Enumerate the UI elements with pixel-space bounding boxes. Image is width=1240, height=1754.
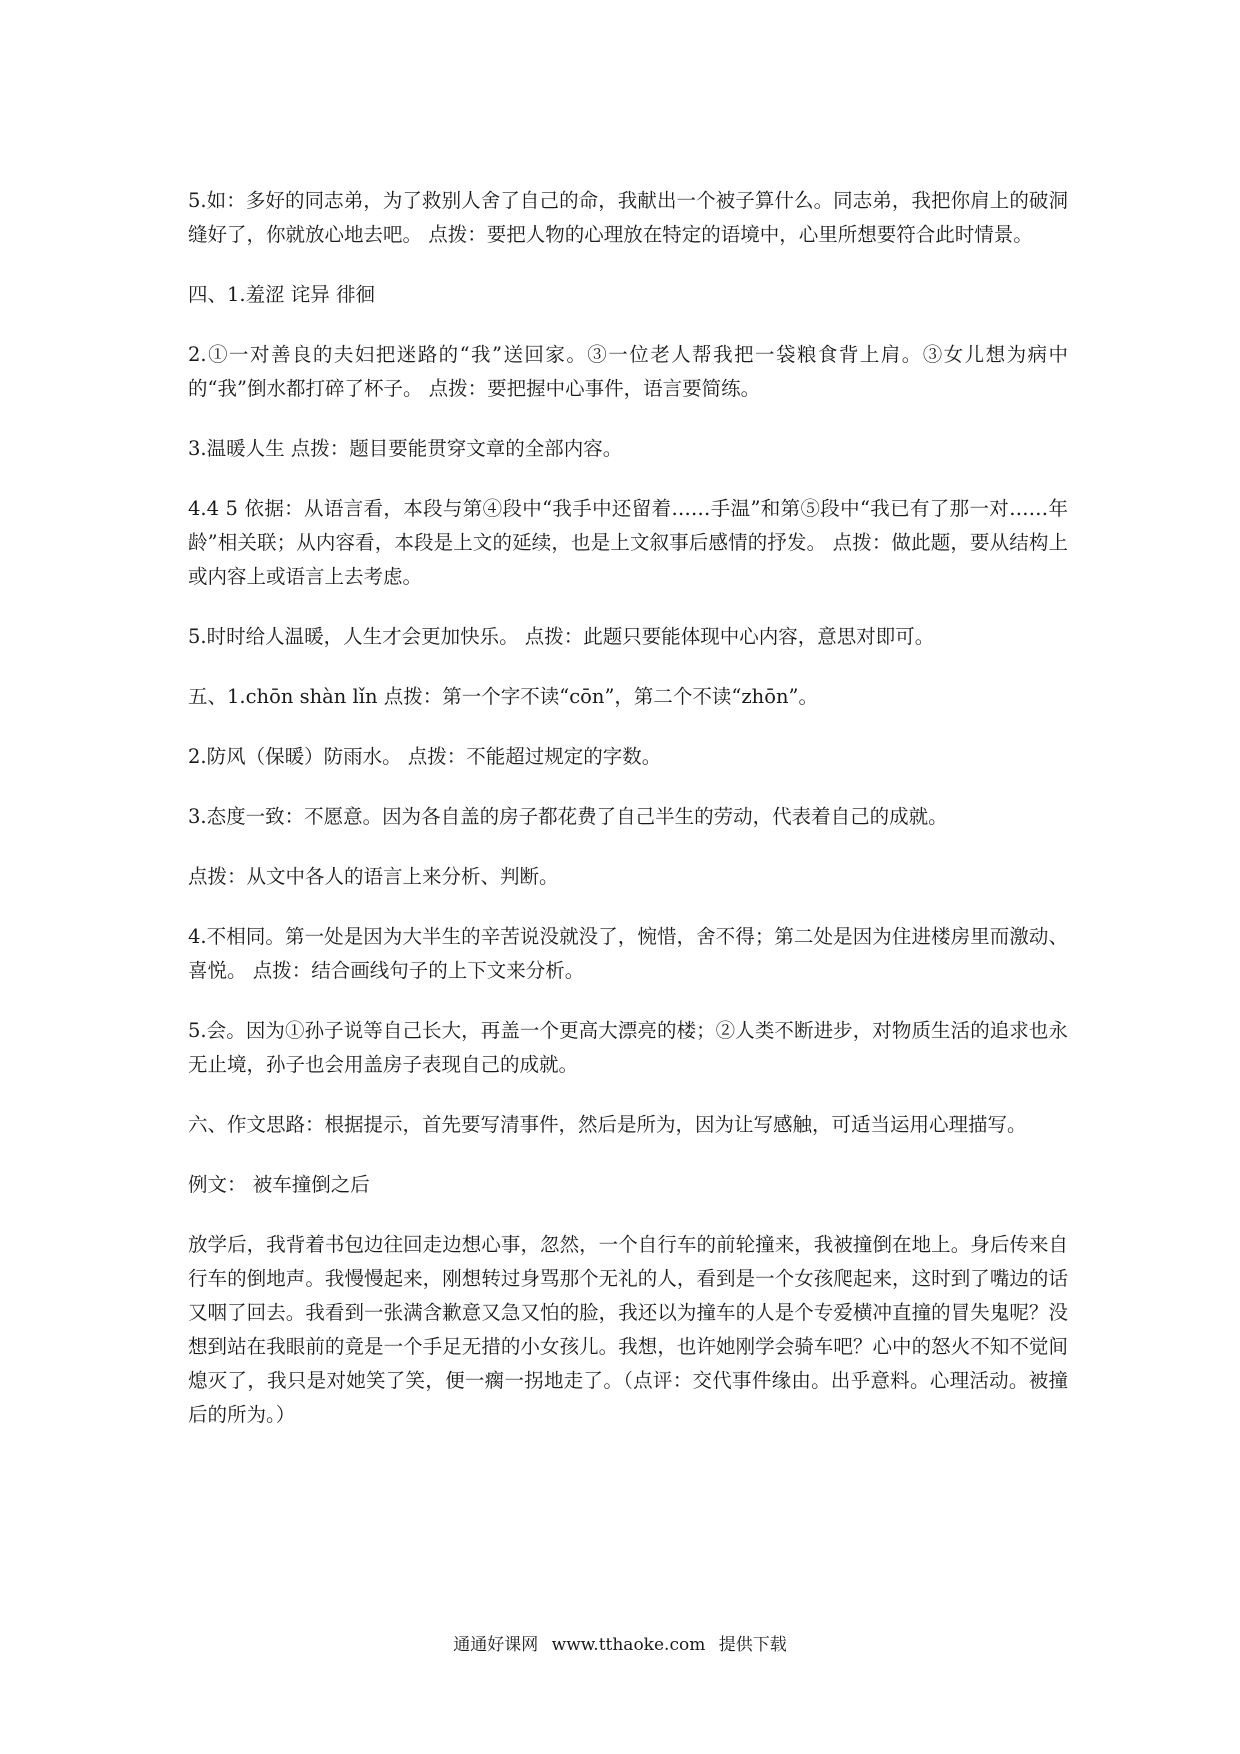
paragraph-4-1: 四、1.羞涩 诧异 徘徊 [188, 283, 376, 306]
page-footer [0, 1630, 1240, 1655]
example-title: 例文： 被车撞倒之后 [188, 1173, 370, 1196]
paragraph-5-4: 4.不相同。第一处是因为大半生的辛苦说没就没了，惋惜，舍不得；第二处是因为住进楼房里而激动、喜悦。 点拨：结合画线句子的上下文来分析。 [188, 925, 1068, 982]
paragraph-4-3: 3.温暖人生 点拨：题目要能贯穿文章的全部内容。 [188, 437, 623, 460]
footer-suffix: 提供下载 [718, 1635, 787, 1655]
example-essay: 放学后，我背着书包边往回走边想心事，忽然，一个自行车的前轮撞来，我被撞倒在地上。身后传来自行车的倒地声。我慢慢起来，刚想转过身骂那个无礼的人，看到是一个女孩爬起来，这时到了嘴边的话又咽了回去。我看到一张满含歉意又急又怕的脸，我还以为撞车的人是个专爱横冲直撞的冒失鬼呢？没想到站在我眼前的竟是一个手足无措的小女孩儿。我想，也许她刚学会骑车吧？心中的怒火不知不觉间熄灭了，我只是对她笑了笑，便一瘸一拐地走了。（点评：交代事件缘由。出乎意料。心理活动。被撞后的所为。） [188, 1233, 1068, 1426]
paragraph-5-3: 3.态度一致：不愿意。因为各自盖的房子都花费了自己半生的劳动，代表着自己的成就。 [188, 805, 948, 828]
paragraph-5-5: 5.会。因为①孙子说等自己长大，再盖一个更高大漂亮的楼；②人类不断进步，对物质生活的追求也永无止境，孙子也会用盖房子表现自己的成就。 [188, 1019, 1068, 1076]
paragraph-4-2: 2.①一对善良的夫妇把迷路的“我”送回家。③一位老人帮我把一袋粮食背上肩。③女儿想为病中的“我”倒水都打碎了杯子。 点拨：要把握中心事件，语言要简练。 [188, 343, 1068, 400]
footer-site-name: 通通好课网 [453, 1635, 539, 1655]
paragraph-5-3-hint: 点拨：从文中各人的语言上来分析、判断。 [188, 865, 559, 888]
paragraph-5-1: 五、1.chōn shàn lǐn 点拨：第一个字不读“cōn”，第二个不读“zhōn”。 [188, 685, 818, 708]
footer-url: www.tthaoke.com [551, 1635, 706, 1655]
paragraph-5-2: 2.防风（保暖）防雨水。 点拨：不能超过规定的字数。 [188, 745, 662, 768]
paragraph-6-idea: 六、作文思路：根据提示，首先要写清事件，然后是所为，因为让写感触，可适当运用心理描写。 [188, 1113, 1027, 1136]
paragraph-4-5: 5.时时给人温暖，人生才会更加快乐。 点拨：此题只要能体现中心内容，意思对即可。 [188, 625, 935, 648]
answer-text-body [188, 184, 1068, 1458]
paragraph-4-4: 4.4 5 依据：从语言看，本段与第④段中“我手中还留着……手温”和第⑤段中“我已有了那一对……年龄”相关联；从内容看，本段是上文的延续，也是上文叙事后感情的抒发。 点拨：做此题，要从结构上或内容上或语言上去考虑。 [188, 497, 1068, 588]
paragraph-3-5: 5.如：多好的同志弟，为了救别人舍了自己的命，我献出一个被子算什么。同志弟，我把你肩上的破洞缝好了，你就放心地去吧。 点拨：要把人物的心理放在特定的语境中，心里所想要符合此时情景。 [188, 189, 1068, 246]
